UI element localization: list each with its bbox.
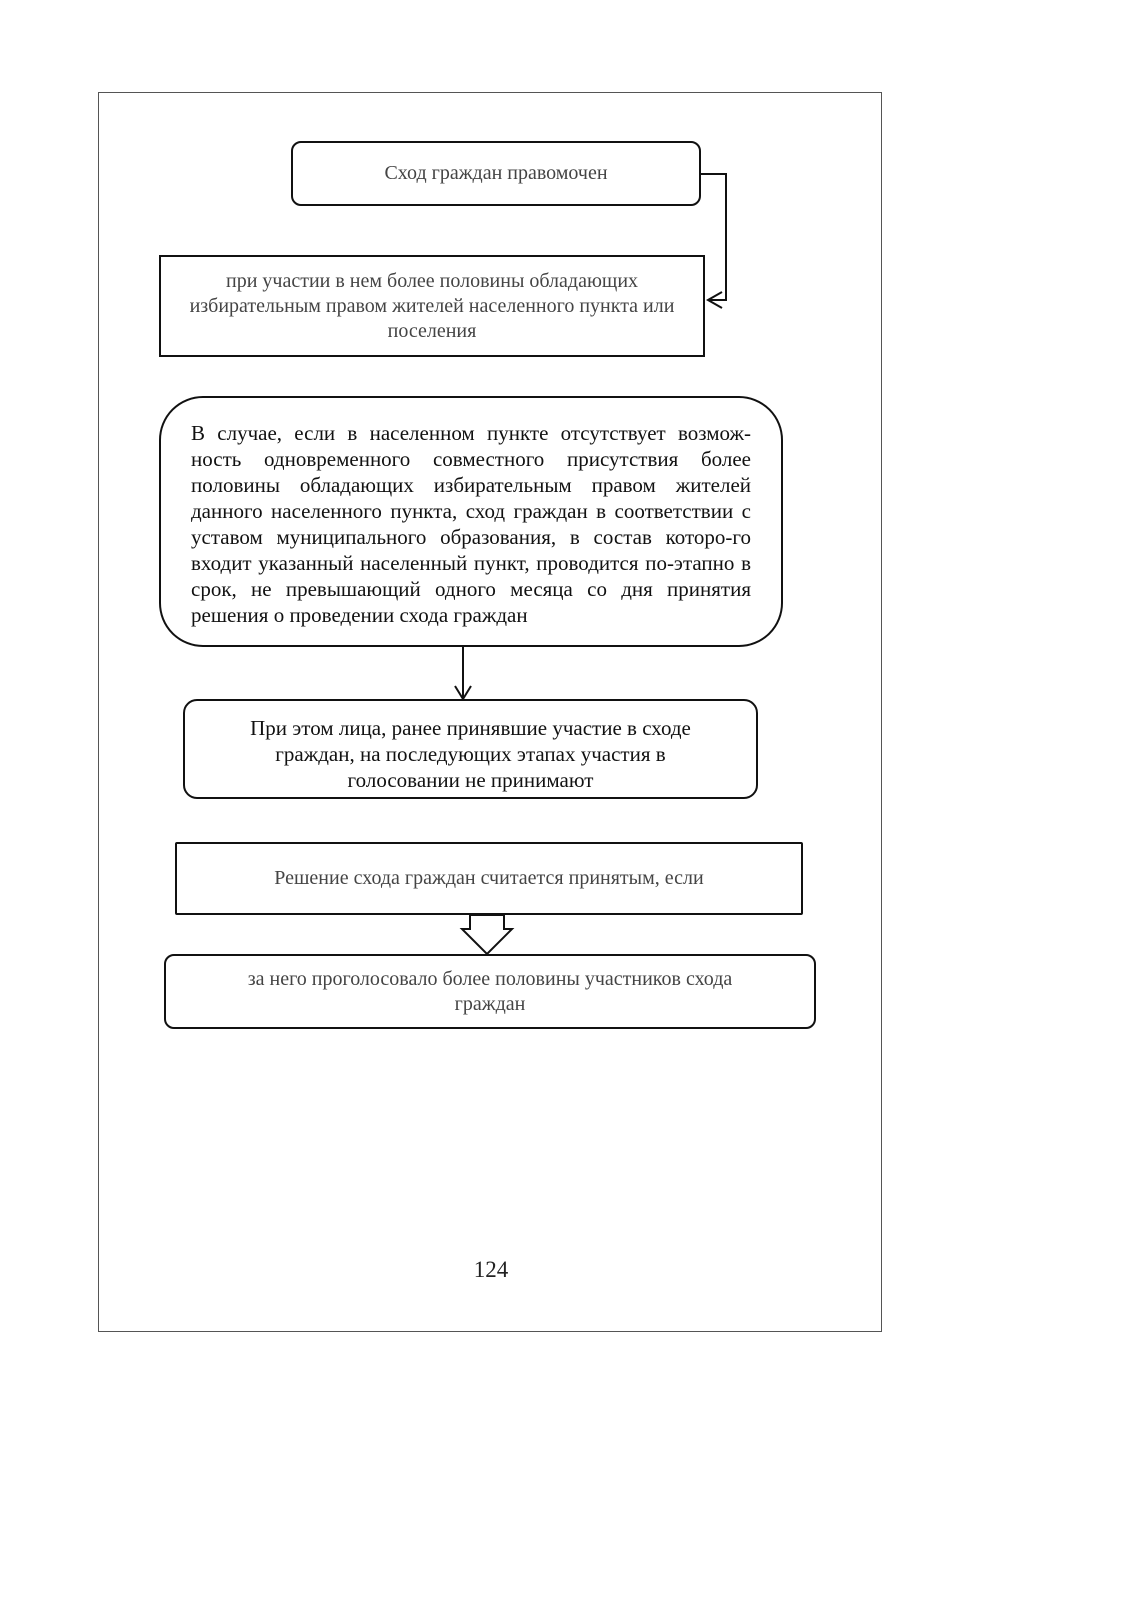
block-arrow-box5-box6 — [462, 915, 512, 954]
box-decision-rule-text: Решение схода граждан считается принятым, если — [274, 867, 704, 889]
box-staged-assembly — [159, 396, 783, 647]
box-majority-vote — [164, 954, 816, 1029]
box-prior-participants-text: При этом лица, ранее принявшие участие в сходе граждан, на последующих этапах участия в голосовании не принимают — [250, 716, 691, 792]
box-quorum-condition — [159, 255, 705, 357]
box-prior-participants — [183, 699, 758, 799]
box-quorum-title — [291, 141, 701, 206]
box-staged-assembly-text: В случае, если в населенном пункте отсутствует возмож-ность одновременного совместного присутствия более половины обладающих избирательным правом жителей данного населенного пункта, сход граждан в соответствии с уставом муниципального образования, в состав которо-го входит указанный населенный пункт, проводится по-этапно в срок, не превышающий одного месяца со дня принятия решения о проведении схода граждан — [191, 421, 751, 627]
box-majority-vote-text: за него проголосовало более половины участников схода граждан — [247, 968, 733, 1015]
box-quorum-condition-text: при участии в нем более половины обладающих избирательным правом жителей населенного пункта или поселения — [189, 269, 675, 342]
box-decision-rule — [175, 842, 803, 915]
box-quorum-title-text: Сход граждан правомочен — [384, 162, 608, 184]
page-number: 124 — [473, 1257, 509, 1282]
